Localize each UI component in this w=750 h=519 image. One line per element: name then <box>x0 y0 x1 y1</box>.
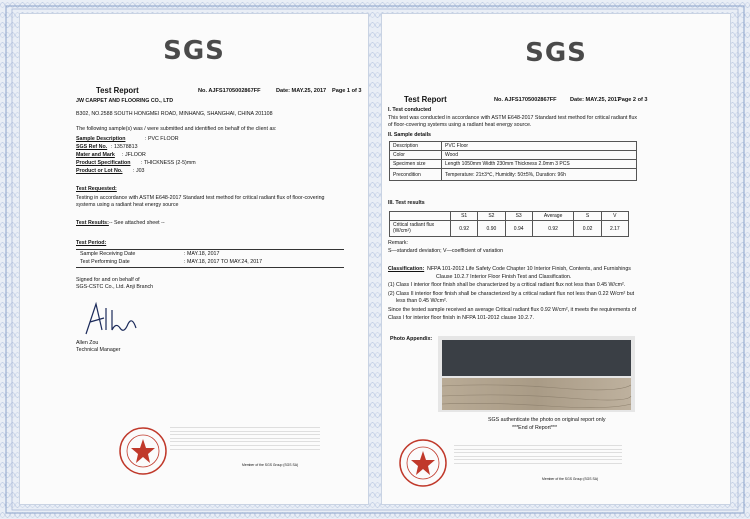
seal-stamp-icon <box>118 426 168 476</box>
page-number: Page 2 of 3 <box>618 97 648 103</box>
classification-text-2: Clause 10.2.7 Interior Floor Finish Test and Classification. <box>436 274 572 280</box>
spec-value: : THICKNESS (2-5)mm <box>141 160 196 166</box>
sample-desc-value: : PVC FLOOR <box>145 136 179 142</box>
sample-photo <box>438 336 635 412</box>
table-row: Color Wood <box>390 151 637 160</box>
classification-label: Classification: <box>388 266 425 272</box>
table-row: Precondition Temperature: 21±3℃, Humidity: 50±5%, Duration: 96h <box>390 169 637 181</box>
section-1-text-2: of floor-covering systems using a radiant heat energy source. <box>388 122 532 128</box>
signature-image <box>82 300 142 340</box>
signed-line-1: Signed for and on behalf of <box>76 277 140 283</box>
classification-text-1: NFPA 101-2012 Life Safety Code Chapter 10 Interior Finish, Contents, and Furnishings <box>427 266 631 272</box>
test-requested-label: Test Requested: <box>76 186 117 192</box>
page-number: Page 1 of 3 <box>332 88 362 94</box>
remark-text: S—standard deviation; V—coefficient of variation <box>388 248 504 254</box>
end-of-report: ***End of Report*** <box>512 425 558 431</box>
section-2-label: II. Sample details <box>388 132 431 138</box>
sgs-logo: SGS <box>163 36 225 66</box>
period-rule-bottom <box>76 267 344 268</box>
lot-label: Product or Lot No. <box>76 168 123 174</box>
section-3-label: III. Test results <box>388 200 425 206</box>
fine-print-block: —————————————————————————————————————————————————— —————————————————————————————————————————————————— —————————————————————————————————————————————————— —————————————————————————————————————————————————— —————————————————————————————————————————————————— —————————————————————————————————————————————————— —————————————————————————————————————————————————— <box>170 425 320 451</box>
member-text: Member of the SGS Group (SGS SA) <box>542 477 599 481</box>
material-label: Mater and Mark <box>76 152 115 158</box>
report-number: No. AJFS1705002867FF <box>494 97 557 103</box>
class-1-text: (1) Class I interior floor finish shall be characterized by a critical radiant flux not less than 0.45 W/cm². <box>388 282 626 288</box>
class-2-text-1: (2) Class II interior floor finish shall be characterized by a critical radiant flux not less than 0.22 W/cm² but <box>388 291 635 297</box>
test-requested-text-2: systems using a radiant heat energy source <box>76 202 179 208</box>
test-period-label: Test Period: <box>76 240 107 246</box>
sgs-ref-label: SGS Ref No. <box>76 144 108 150</box>
client-company: JW CARPET AND FLOORING CO., LTD <box>76 98 174 104</box>
test-results-label: Test Results: <box>76 220 109 226</box>
photo-appendix-label: Photo Appendix: <box>390 336 433 342</box>
results-table <box>389 211 629 237</box>
seal-stamp-icon <box>398 438 448 488</box>
since-text-2: Class I for interior floor finish in NFPA 101-2012 clause 10.2.7. <box>388 315 534 321</box>
receiving-label: Sample Receiving Date <box>80 251 136 257</box>
period-rule-top <box>76 249 344 250</box>
table-row: Specimen size Length 1050mm Width 230mm Thickness 2.0mm 3 PCS <box>390 160 637 169</box>
section-1-text-1: This test was conducted in accordance with ASTM E648-2017 Standard test method for critical radiant flux <box>388 115 638 121</box>
material-value: : JFLOOR <box>122 152 146 158</box>
section-1-label: I. Test conducted <box>388 107 432 113</box>
since-text-1: Since the tested sample received an average Critical radiant flux 0.92 W/cm², it meets the requirements of <box>388 307 637 313</box>
sample-details-table <box>389 141 637 181</box>
test-requested-text-1: Testing in accordance with ASTM E648-2017 Standard test method for critical radiant flux of floor-covering <box>76 195 325 201</box>
sgs-ref-value: : 13578813 <box>111 144 138 150</box>
performing-label: Test Performing Date <box>80 259 130 265</box>
fine-print-block: ———————————————————————————————————————————————————————— ———————————————————————————————————————————————————————— ———————————————————————————————————————————————————————— ———————————————————————————————————————————————————————— ———————————————————————————————————————————————————————— ———————————————————————————————————————————————————————— <box>454 443 622 465</box>
table-row: Description PVC Floor <box>390 142 637 151</box>
performing-value: : MAY.18, 2017 TO MAY.24, 2017 <box>184 259 263 265</box>
signer-name: Allen Zou <box>76 340 99 346</box>
report-date: Date: MAY.25, 2017 <box>570 97 621 103</box>
test-results-value: -- See attached sheet -- <box>109 220 165 226</box>
spec-label: Product Specification <box>76 160 131 166</box>
receiving-value: : MAY.18, 2017 <box>184 251 220 257</box>
table-row: S1 S2 S3 Average S V <box>390 212 629 221</box>
report-title: Test Report <box>96 86 139 95</box>
photo-caption: SGS authenticate the photo on original report only <box>488 417 606 423</box>
table-row: Critical radiant flux (W/cm²) 0.92 0.90 0.94 0.92 0.02 2.17 <box>390 221 629 237</box>
client-address: B302, NO.2588 SOUTH HONGMEI ROAD, MINHANG, SHANGHAI, CHINA 201108 <box>76 111 273 117</box>
class-2-text-2: less than 0.45 W/cm². <box>396 298 448 304</box>
lot-value: : J03 <box>133 168 145 174</box>
member-text: Member of the SGS Group (SGS SA) <box>242 463 299 467</box>
intro-text: The following sample(s) was / were submitted and identified on behalf of the client as: <box>76 126 277 132</box>
remark-label: Remark: <box>388 240 409 246</box>
report-date: Date: MAY.25, 2017 <box>276 88 327 94</box>
sample-desc-label: Sample Description <box>76 136 126 142</box>
report-number: No. AJFS1705002867FF <box>198 88 261 94</box>
sgs-logo: SGS <box>525 38 587 68</box>
report-page-1 <box>20 14 368 504</box>
report-page-2 <box>382 14 730 504</box>
signed-line-2: SGS-CSTC Co., Ltd. Anji Branch <box>76 284 154 290</box>
signer-title: Technical Manager <box>76 347 121 353</box>
report-title: Test Report <box>404 95 447 104</box>
